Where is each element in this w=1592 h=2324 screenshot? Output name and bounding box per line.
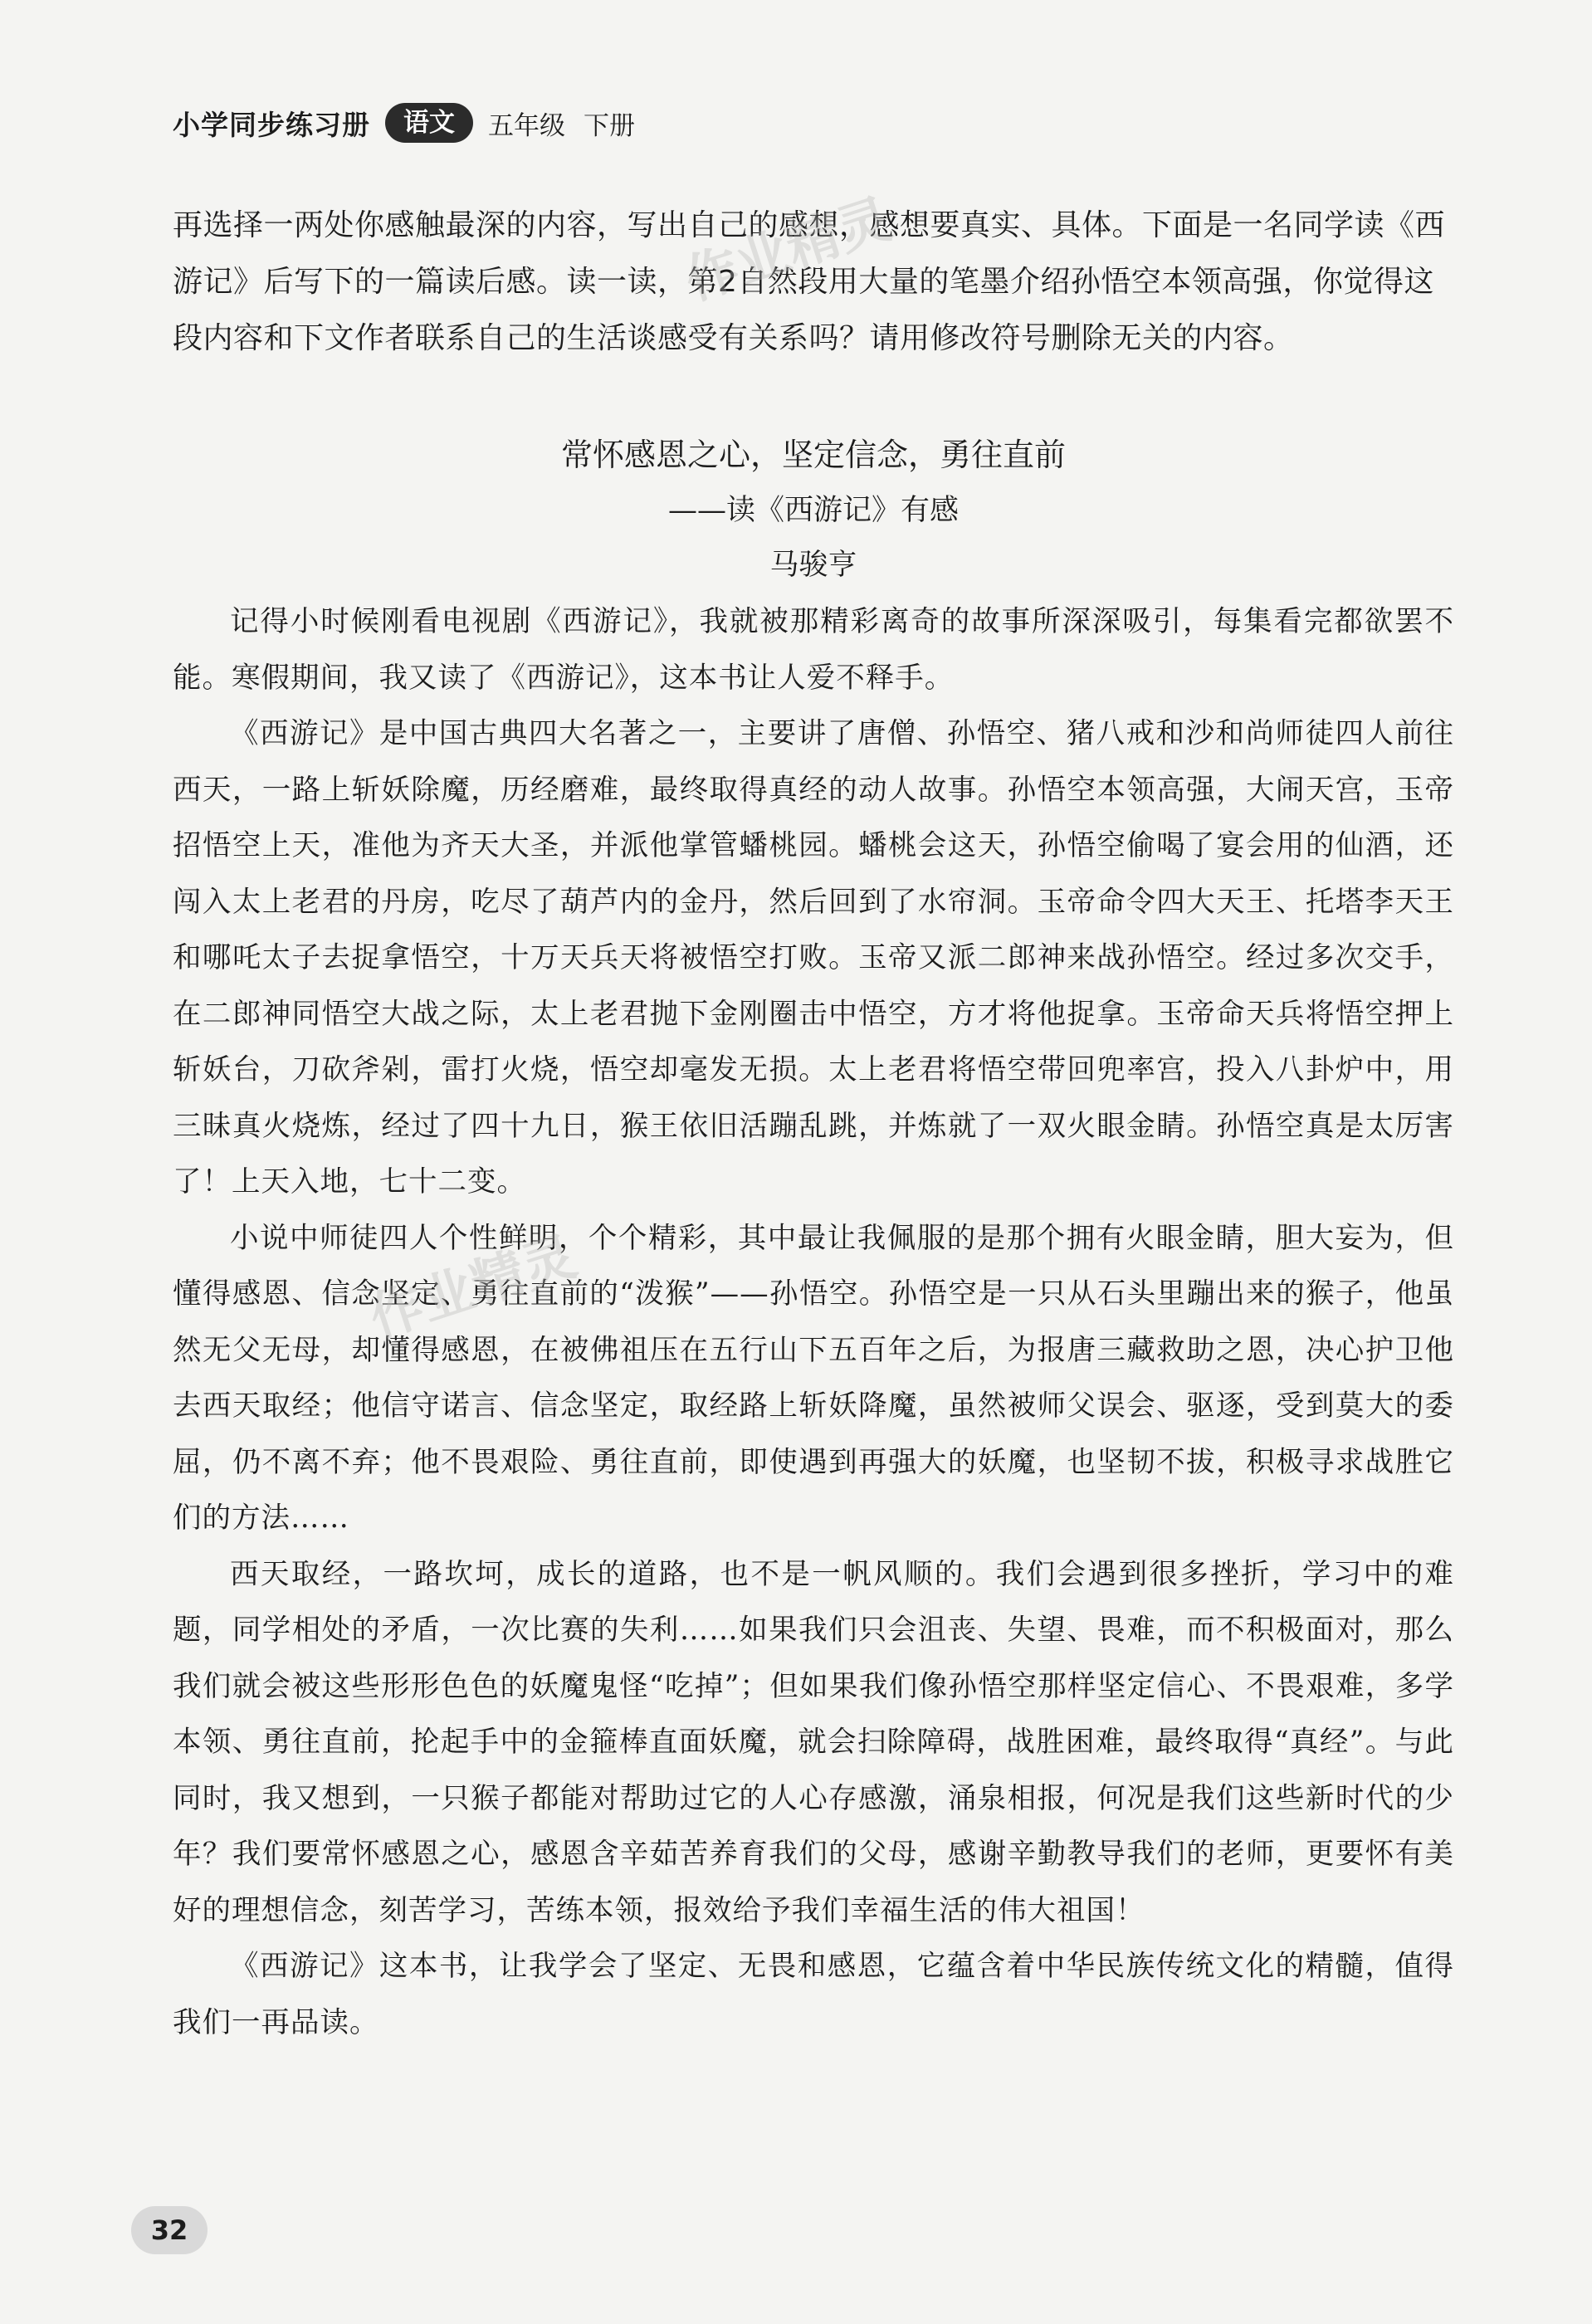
essay-author: 马骏亨 (769, 549, 857, 582)
exercise-instructions (173, 198, 1454, 367)
watermark: 作业精灵 (677, 188, 900, 313)
volume-label: 下册 (584, 110, 635, 141)
instructions-text: 再选择一两处你感触最深的内容，写出自己的感想，感想要真实、具体。下面是一名同学读《西游记》后写下的一篇读后感。读一读，第2自然段用大量的笔墨介绍孙悟空本领高强，你觉得这段内容和下文作者联系自己的生活谈感受有关系吗？请用修改符号删除无关的内容。 (173, 208, 1446, 355)
essay-body (173, 594, 1454, 2051)
page-number: 32 (131, 2206, 208, 2254)
essay-paragraph: 《西游记》这本书，让我学会了坚定、无畏和感恩，它蕴含着中华民族传统文化的精髓，值得我们一再品读。 (173, 1950, 1454, 2039)
essay-paragraph: 记得小时候刚看电视剧《西游记》，我就被那精彩离奇的故事所深深吸引，每集看完都欲罢不能。寒假期间，我又读了《西游记》，这本书让人爱不释手。 (173, 605, 1454, 695)
essay-subtitle: ——读《西游记》有感 (667, 494, 959, 527)
essay-paragraph: 《西游记》是中国古典四大名著之一，主要讲了唐僧、孙悟空、猪八戒和沙和尚师徒四人前往西天，一路上斩妖除魔，历经磨难，最终取得真经的动人故事。孙悟空本领高强，大闹天宫，玉帝招悟空上天，准他为齐天大圣，并派他掌管蟠桃园。蟠桃会这天，孙悟空偷喝了宴会用的仙酒，还闯入太上老君的丹房，吃尽了葫芦内的金丹，然后回到了水帘洞。玉帝命令四大天王、托塔李天王和哪吒太子去捉拿悟空，十万天兵天将被悟空打败。玉帝又派二郎神来战孙悟空。经过多次交手，在二郎神同悟空大战之际，太上老君抛下金刚圈击中悟空，方才将他捉拿。玉帝命天兵将悟空押上斩妖台，刀砍斧剁，雷打火烧，悟空却毫发无损。太上老君将悟空带回兜率宫，投入八卦炉中，用三昧真火烧炼，经过了四十九日，猴王依旧活蹦乱跳，并炼就了一双火眼金睛。孙悟空真是太厉害了！上天入地，七十二变。 (173, 717, 1454, 1199)
watermark: 作业精灵 (362, 1225, 584, 1350)
subject-badge: 语文 (385, 103, 473, 143)
grade-label: 五年级 (488, 110, 565, 141)
book-title: 小学同步练习册 (173, 108, 370, 141)
essay-title: 常怀感恩之心，坚定信念，勇往直前 (560, 437, 1066, 473)
essay-paragraph: 小说中师徒四人个性鲜明，个个精彩，其中最让我佩服的是那个拥有火眼金睛，胆大妄为，但懂得感恩、信念坚定、勇往直前的“泼猴”——孙悟空。孙悟空是一只从石头里蹦出来的猴子，他虽然无父无母，却懂得感恩，在被佛祖压在五行山下五百年之后，为报唐三藏救助之恩，决心护卫他去西天取经；他信守诺言、信念坚定，取经路上斩妖降魔，虽然被师父误会、驱逐，受到莫大的委屈，仍不离不弃；他不畏艰险、勇往直前，即使遇到再强大的妖魔，也坚韧不拔，积极寻求战胜它们的方法…… (173, 1221, 1454, 1535)
essay-paragraph: 西天取经，一路坎坷，成长的道路，也不是一帆风顺的。我们会遇到很多挫折，学习中的难题，同学相处的矛盾，一次比赛的失利……如果我们只会沮丧、失望、畏难，而不积极面对，那么我们就会被这些形形色色的妖魔鬼怪“吃掉”；但如果我们像孙悟空那样坚定信心、不畏艰难，多学本领、勇往直前，抡起手中的金箍棒直面妖魔，就会扫除障碍，战胜困难，最终取得“真经”。与此同时，我又想到，一只猴子都能对帮助过它的人心存感激，涌泉相报，何况是我们这些新时代的少年？我们要常怀感恩之心，感恩含辛茹苦养育我们的父母，感谢辛勤教导我们的老师，更要怀有美好的理想信念，刻苦学习，苦练本领，报效给予我们幸福生活的伟大祖国！ (173, 1557, 1454, 1927)
page-header (173, 98, 635, 148)
